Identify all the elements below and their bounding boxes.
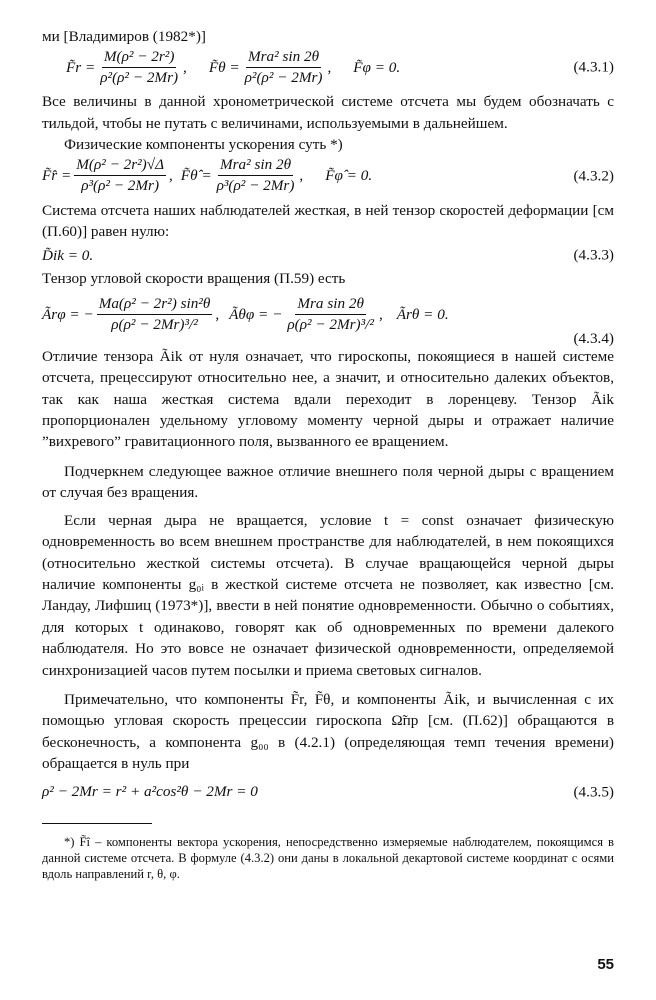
eq1-fp: F̃φ = 0. — [353, 58, 401, 76]
eq1-ft-frac — [243, 48, 325, 87]
page-body — [42, 26, 614, 882]
eq2-fr-frac — [74, 156, 166, 195]
eq2-number: (4.3.2) — [573, 166, 614, 184]
eq2-ft-den: ρ³(ρ² − 2Mr) — [216, 177, 295, 195]
eq1-fr-lhs: F̃r = — [66, 58, 96, 76]
eq4-a1-lhs: Ãrφ = − — [42, 306, 94, 324]
eq4-a1-den: ρ(ρ² − 2Mr)³/² — [111, 316, 198, 334]
eq1-fr-frac — [98, 48, 180, 87]
paragraph-2: Физические компоненты ускорения суть *) — [64, 136, 343, 154]
footnote: *) F̃î – компоненты вектора ускорения, непосредственно измеряемые наблюдателем, покоящимся в данной системе отсчета. В формуле (4.3.2) они даны в локальной декартовой системе координат с осями вдоль направлений r, θ, φ. — [42, 834, 614, 881]
eq2-fr-den: ρ³(ρ² − 2Mr) — [81, 177, 160, 195]
eq4-a2-frac — [285, 295, 376, 334]
eq1-ft-lhs: F̃θ = — [208, 58, 240, 76]
eq1-ft-num: Mra² sin 2θ — [246, 48, 321, 68]
intro-text: ми [Владимиров (1982*)] — [42, 28, 206, 45]
eq4-a2-num: Mra sin 2θ — [295, 295, 366, 315]
equation-4-3-4: Ãrφ = − $\frac{\text{Ma(ρ² − 2r²) sin²θ}}{\text{ρ(ρ² − 2Mr)³/²}}$ , Ãθφ = − $\frac{\text{Mra sin 2θ}}{\text{ρ(ρ² − 2Mr)³/²}}$ , Ãrθ = 0. (4.3.4) — [42, 290, 614, 340]
paragraph-5: Отличие тензора Ãik от нуля означает, что гироскопы, покоящиеся в нашей системе отсчета, прецессируют относительно нее, а значит, и относительно далеких объектов, так как наша жесткая система вдали переходит в лоренцеву. Тензор Ãik пропорционален удельному угловому моменту черной дыры и отражает наличие ”вихревого” гравитационного поля, вызванного ее вращением. — [42, 347, 614, 451]
eq2-ft-num: Mra² sin 2θ — [218, 156, 293, 176]
eq5-text: ρ² − 2Mr = r² + a²cos²θ − 2Mr = 0 — [42, 782, 258, 800]
paragraph-1: Все величины в данной хронометрической системе отсчета мы будем обозначать с тильдой, чтобы не путать с величинами, используемыми в дальнейшем. — [42, 93, 614, 132]
equation-4-3-5 — [42, 775, 614, 809]
eq2-ft-lhs: F̃θ̂ = — [180, 166, 212, 184]
equation-4-3-3 — [42, 242, 614, 268]
eq1-fr-den: ρ²(ρ² − 2Mr) — [100, 68, 179, 86]
equation-4-3-2: F̃r̂ = $\frac{\text{M(ρ² − 2r²)√Δ}}{\text{ρ³(ρ² − 2Mr)}}$ , F̃θ̂ = $\frac{\text{Mra² sin 2θ}}{\text{ρ³(ρ² − 2Mr)}}$ , F̃φ̂ = 0. (4.3.2) — [42, 156, 614, 195]
eq1-ft-den: ρ²(ρ² − 2Mr) — [244, 68, 323, 86]
eq2-fp: F̃φ̂ = 0. — [325, 166, 373, 184]
eq4-a1-num: Ma(ρ² − 2r²) sin²θ — [97, 295, 213, 315]
eq3-text: D̃ik = 0. — [42, 246, 94, 264]
eq4-a2-lhs: Ãθφ = − — [229, 306, 283, 324]
eq1-fr-num: M(ρ² − 2r²) — [102, 48, 177, 68]
paragraph-3: Система отсчета наших наблюдателей жесткая, в ней тензор скоростей деформации [см (П.60)] равен нулю: — [42, 201, 614, 241]
footnote-rule — [42, 823, 152, 824]
page-number: 55 — [597, 956, 614, 973]
paragraph-4: Тензор угловой скорости вращения (П.59) есть — [42, 270, 346, 288]
eq4-a3: Ãrθ = 0. — [396, 306, 449, 324]
paragraph-7: Если черная дыра не вращается, условие t = const означает физическую одновременность во всем внешнем пространстве для наблюдателей, в нем покоящихся (относительно жесткой системы отсчета). В случае вращающейся черной дыры наличие компоненты g₀ᵢ в жесткой системе отсчета не позволяет, как известно [см. Ландау, Лифшиц (1973*)], ввести в ней понятие одновременности. Обычно о событиях, для которых t одинаково, говорят как об одновременных по времени далекого наблюдателя. Но это вовсе не означает физической одновременности, определяемой синхронизацией часов путем посылки и приема световых сигналов. — [42, 511, 614, 679]
paragraph-8: Примечательно, что компоненты F̃r, F̃θ, и компоненты Ãik, и вычисленная с их помощью угловая скорость прецессии гироскопа Ω̃пр [см. (П.62)] обращаются в бесконечность, а компонента g₀₀ в (4.2.1) (определяющая темп течения времени) обращается в нуль при — [42, 690, 614, 773]
equation-4-3-1: F̃r = $\frac{\text{M(ρ² − 2r²)}}{\text{ρ²(ρ² − 2Mr)}}$ , F̃θ = $\frac{\text{Mra² sin 2θ}}{\text{ρ²(ρ² − 2Mr)}}$ , F̃φ = 0. (4.3.1) — [66, 47, 614, 86]
eq5-number: (4.3.5) — [573, 782, 614, 800]
eq2-fr-num: M(ρ² − 2r²)√Δ — [74, 156, 166, 176]
eq4-a1-frac — [97, 295, 213, 334]
eq4-number: (4.3.4) — [573, 330, 614, 348]
eq2-ft-frac — [215, 156, 297, 195]
eq2-fr-lhs: F̃r̂ = — [42, 166, 72, 184]
paragraph-6: Подчеркнем следующее важное отличие внешнего поля черной дыры с вращением от случая без вращения. — [42, 462, 614, 502]
eq1-number: (4.3.1) — [573, 58, 614, 76]
eq4-a2-den: ρ(ρ² − 2Mr)³/² — [287, 316, 374, 334]
eq3-number: (4.3.3) — [573, 246, 614, 264]
